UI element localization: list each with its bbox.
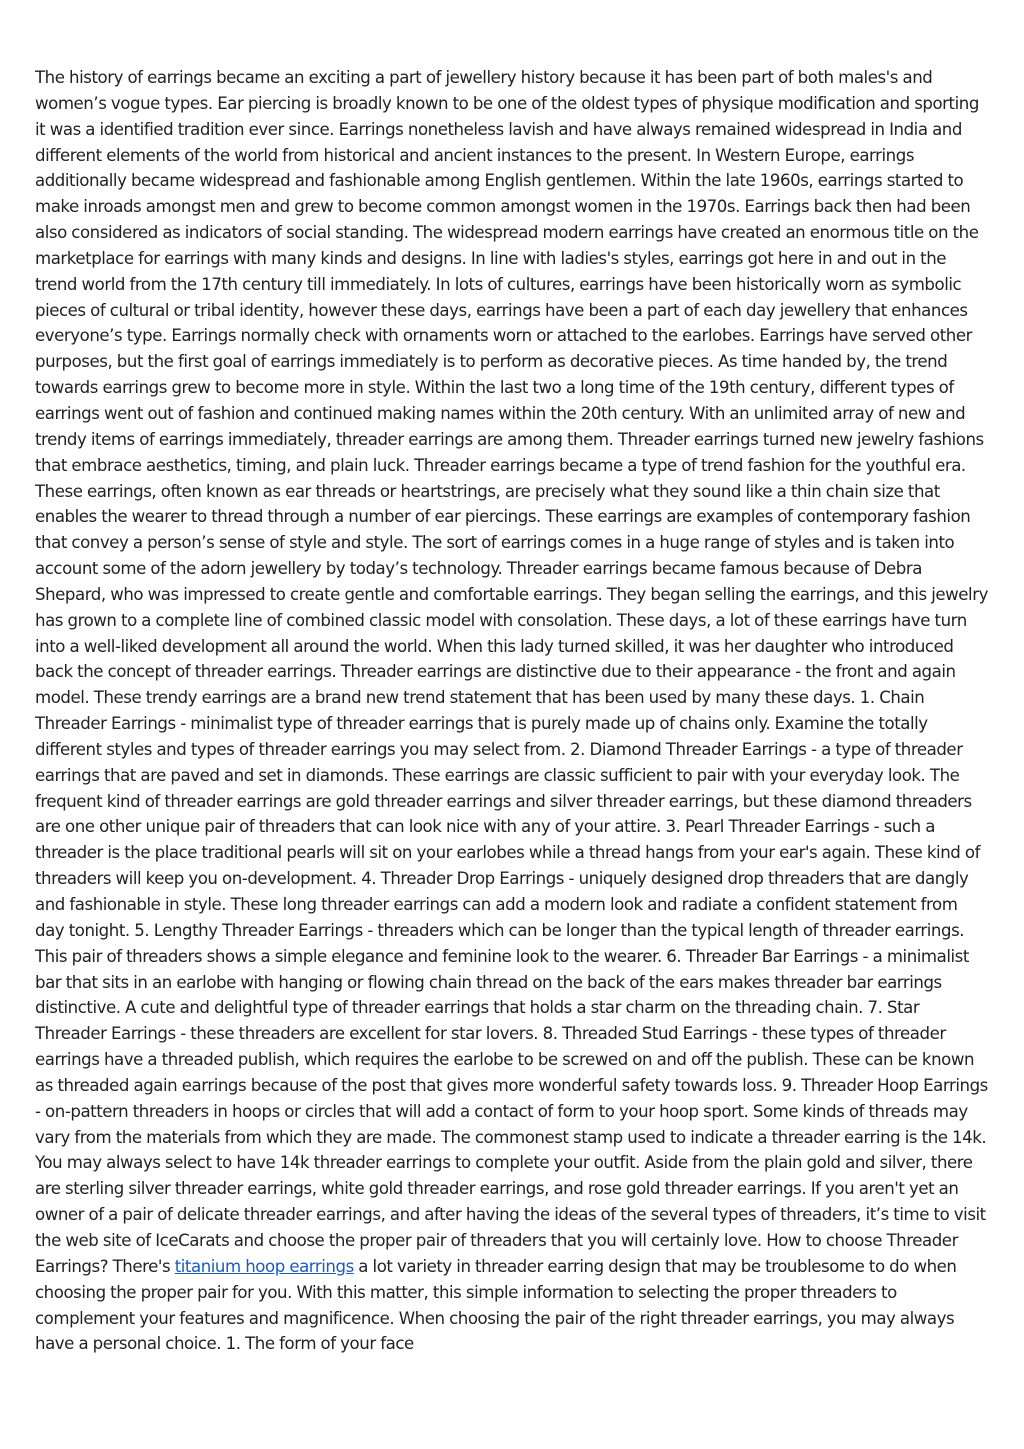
- document-page: [35, 65, 991, 1357]
- article-paragraph: [35, 65, 991, 1357]
- article-text-after-link: a lot variety in threader earring design that may be troublesome to do when choosing the proper pair for you. With this matter, this simple information to selecting the proper threaders to complement your features and magnificence. When choosing the pair of the right threader earrings, you may always have a personal choice. 1. The form of your face: [35, 1256, 957, 1354]
- article-text-before-link: The history of earrings became an exciting a part of jewellery history because it has been part of both males's and women’s vogue types. Ear piercing is broadly known to be one of the oldest types of physique modification and sporting it was a identified tradition ever since. Earrings nonetheless lavish and have always remained widespread in India and different elements of the world from historical and ancient instances to the present. In Western Europe, earrings additionally became widespread and fashionable among English gentlemen. Within the late 1960s, earrings started to make inroads amongst men and grew to become common amongst women in the 1970s. Earrings back then had been also considered as indicators of social standing. The widespread modern earrings have created an enormous title on the marketplace for earrings with many kinds and designs. In line with ladies's styles, earrings got here in and out in the trend world from the 17th century till immediately. In lots of cultures, earrings have been historically worn as symbolic pieces of cultural or tribal identity, however these days, earrings have been a part of each day jewellery that enhances everyone’s type. Earrings normally check with ornaments worn or attached to the earlobes. Earrings have served other purposes, but the first goal of earrings immediately is to perform as decorative pieces. As time handed by, the trend towards earrings grew to become more in style. Within the last two a long time of the 19th century, different types of earrings went out of fashion and continued making names within the 20th century. With an unlimited array of new and trendy items of earrings immediately, threader earrings are among them. Threader earrings turned new jewelry fashions that embrace aesthetics, timing, and plain luck. Threader earrings became a type of trend fashion for the youthful era. These earrings, often known as ear threads or heartstrings, are precisely what they sound like a thin chain size that enables the wearer to thread through a number of ear piercings. These earrings are examples of contemporary fashion that convey a person’s sense of style and style. The sort of earrings comes in a huge range of styles and is taken into account some of the adorn jewellery by today’s technology. Threader earrings became famous because of Debra Shepard, who was impressed to create gentle and comfortable earrings. They began selling the earrings, and this jewelry has grown to a complete line of combined classic model with consolation. These days, a lot of these earrings have turn into a well-liked development all around the world. When this lady turned skilled, it was her daughter who introduced back the concept of threader earrings. Threader earrings are distinctive due to their appearance - the front and again model. These trendy earrings are a brand new trend statement that has been used by many these days. 1. Chain Threader Earrings - minimalist type of threader earrings that is purely made up of chains only. Examine the totally different styles and types of threader earrings you may select from. 2. Diamond Threader Earrings - a type of threader earrings that are paved and set in diamonds. These earrings are classic sufficient to pair with your everyday look. The frequent kind of threader earrings are gold threader earrings and silver threader earrings, but these diamond threaders are one other unique pair of threaders that can look nice with any of your attire. 3. Pearl Threader Earrings - such a threader is the place traditional pearls will sit on your earlobes while a thread hangs from your ear's again. These kind of threaders will keep you on-development. 4. Threader Drop Earrings - uniquely designed drop threaders that are dangly and fashionable in style. These long threader earrings can add a modern look and radiate a confident statement from day tonight. 5. Lengthy Threader Earrings - threaders which can be longer than the typical length of threader earrings. This pair of threaders shows a simple elegance and feminine look to the wearer. 6. Threader Bar Earrings - a minimalist bar that sits in an earlobe with hanging or flowing chain thread on the back of the ears makes threader bar earrings distinctive. A cute and delightful type of threader earrings that holds a star charm on the threading chain. 7. Star Threader Earrings - these threaders are excellent for star lovers. 8. Threaded Stud Earrings - these types of threader earrings have a threaded publish, which requires the earlobe to be screwed on and off the publish. These can be known as threaded again earrings because of the post that gives more wonderful safety towards loss. 9. Threader Hoop Earrings - on-pattern threaders in hoops or circles that will add a contact of form to your hoop sport. Some kinds of threads may vary from the materials from which they are made. The commonest stamp used to indicate a threader earring is the 14k. You may always select to have 14k threader earrings to complete your outfit. Aside from the plain gold and silver, there are sterling silver threader earrings, white gold threader earrings, and rose gold threader earrings. If you aren't yet an owner of a pair of delicate threader earrings, and after having the ideas of the several types of threaders, it’s time to visit the web site of IceCarats and choose the proper pair of threaders that you will certainly love. How to choose Threader Earrings? There's: [35, 68, 988, 1276]
- titanium-hoop-earrings-link[interactable]: titanium hoop earrings: [174, 1256, 354, 1276]
